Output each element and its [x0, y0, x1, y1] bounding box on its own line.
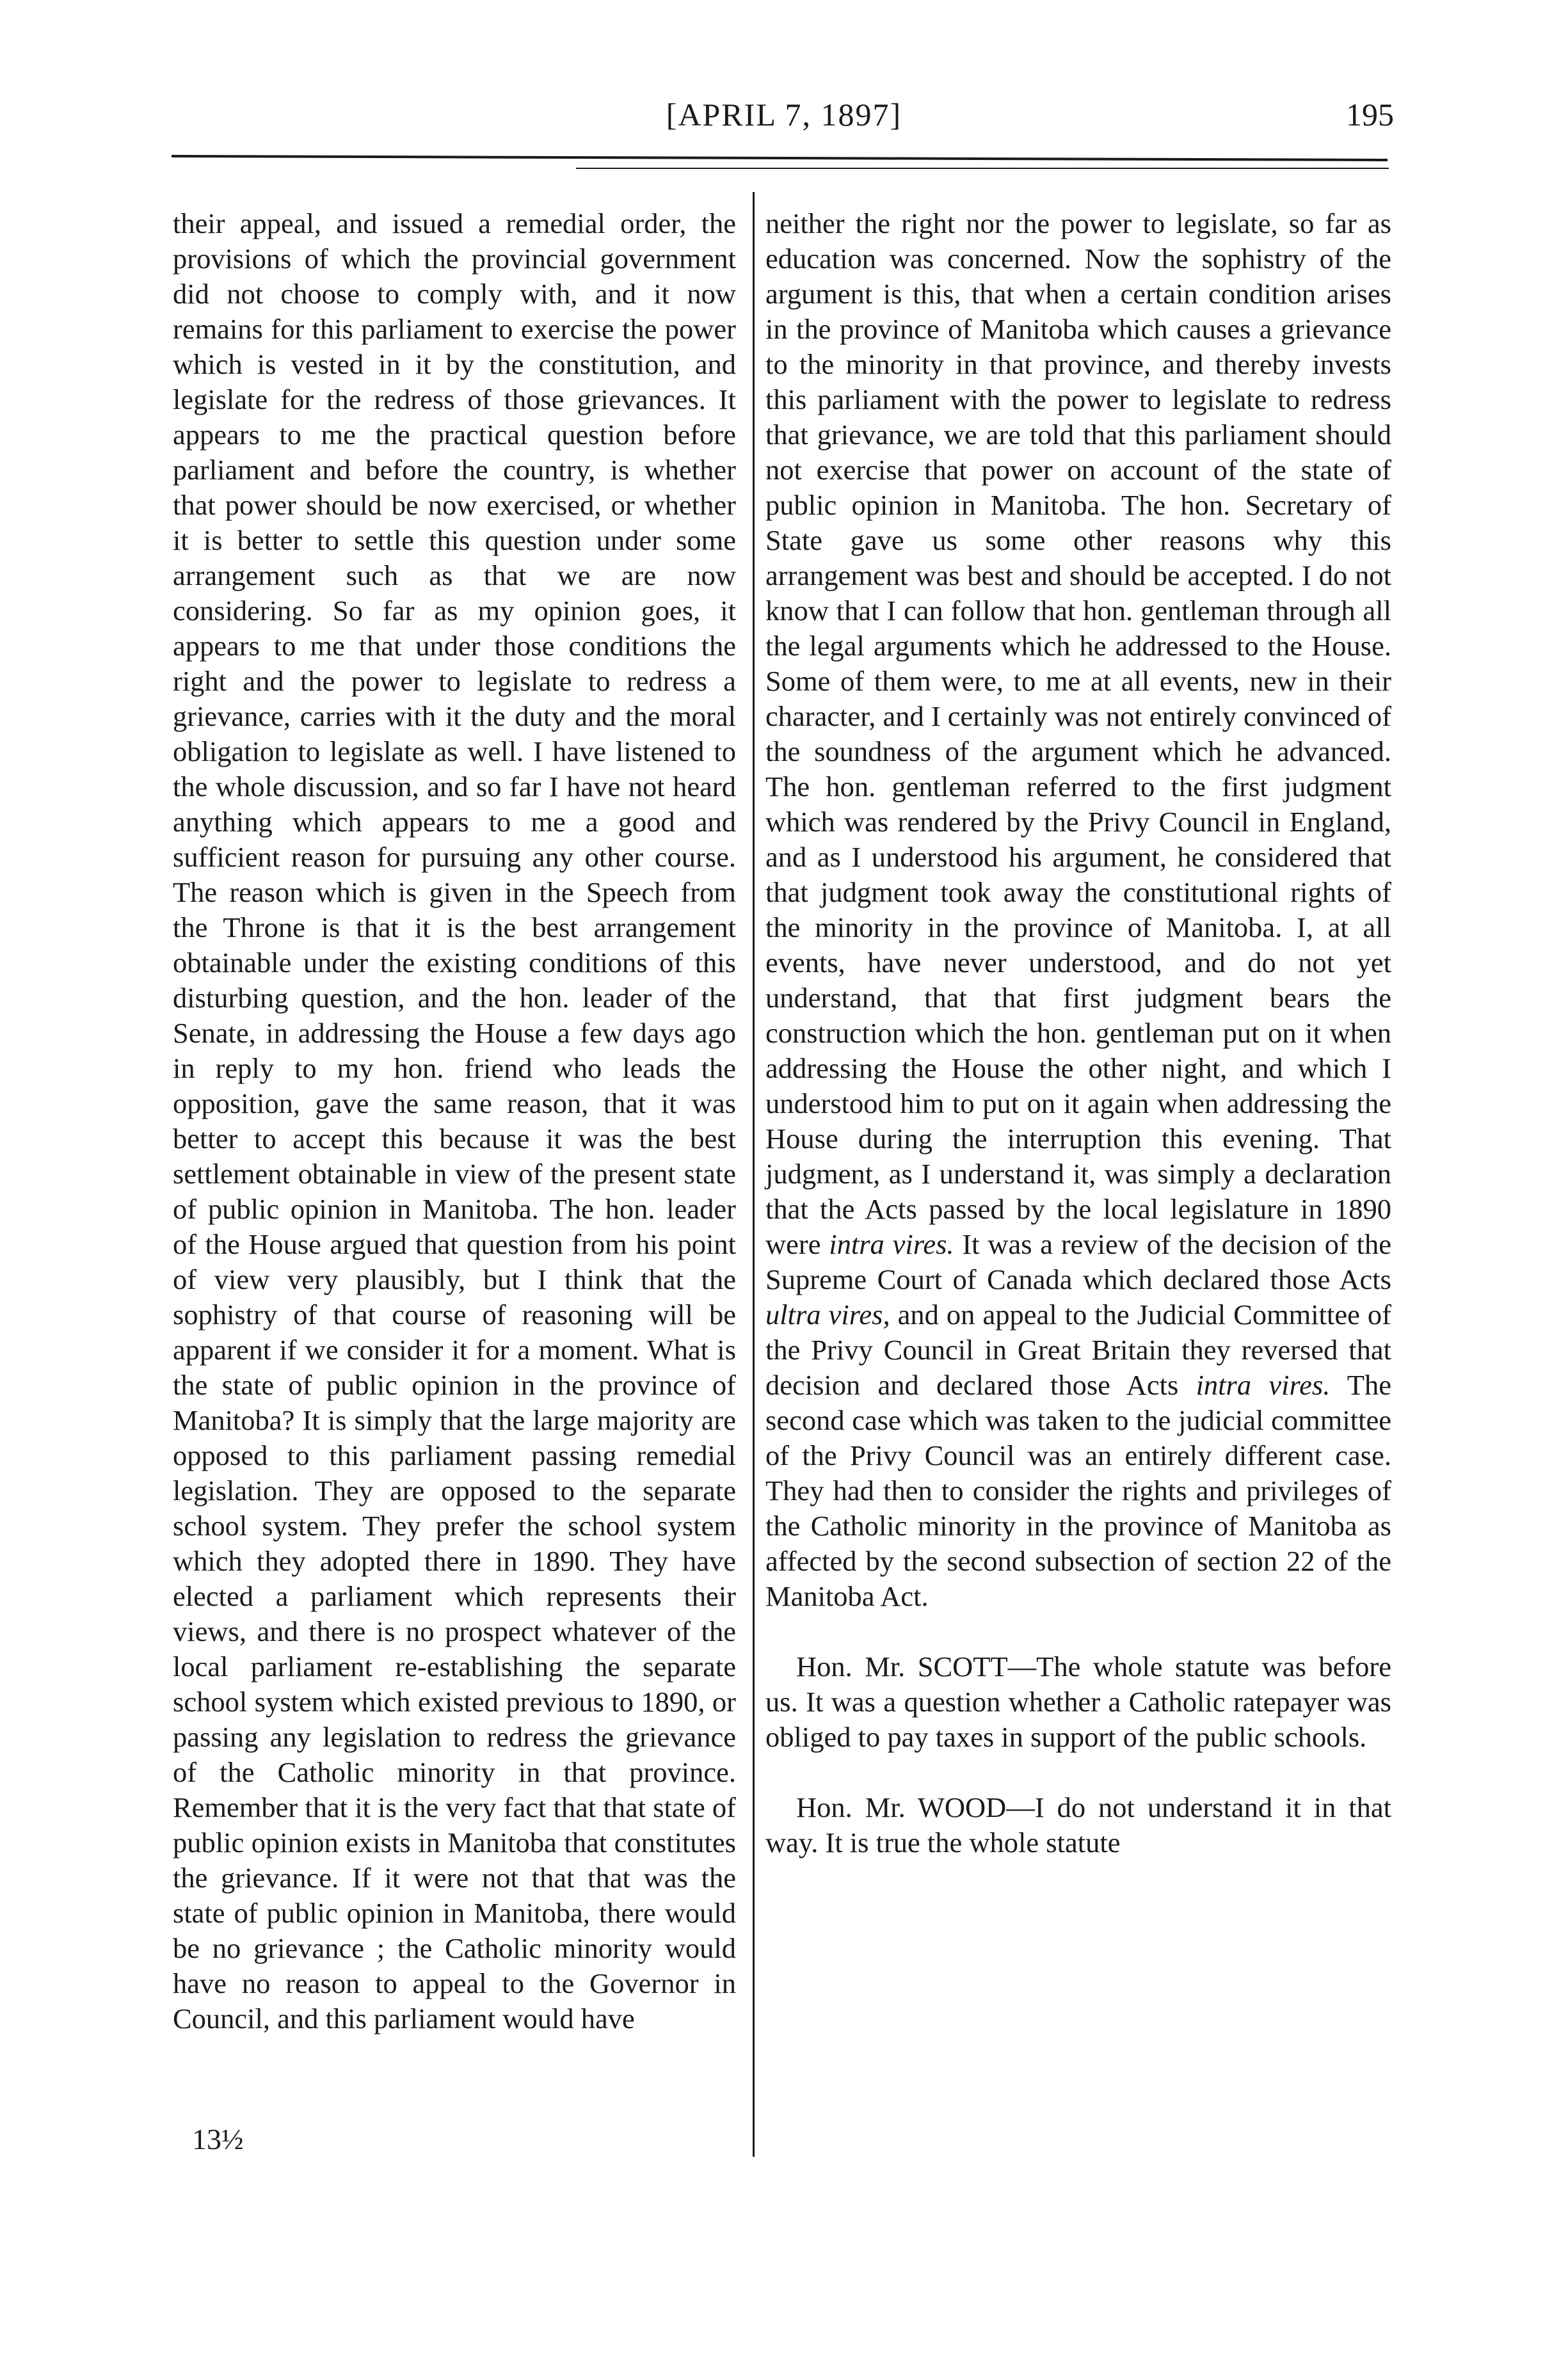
header-rule [172, 155, 1388, 161]
page-number: 195 [1346, 97, 1394, 132]
text-run: neither the right nor the power to legislate, so far as education was concerned. Now the sophistry of the argument is this, that when a certain condition arises in the province of Manitoba which causes a grievance to the minority in that province, and thereby invests this parliament with the power to legislate to redress that grievance, we are told that this parliament should not exercise that power on account of the state of public opinion in Manitoba. The hon. Secretary of State gave us some other reasons why this arrangement was best and should be accepted. I do not know that I can follow that hon. gentleman through all the legal arguments which he addressed to the House. Some of them were, to me at all events, new in their character, and I certainly was not entirely convinced of the soundness of the argument which he advanced. The hon. gentleman referred to the first judgment which was rendered by the Privy Council in England, and as I understood his argument, he considered that that judgment took away the constitutional rights of the minority in the province of Manitoba. I, at all events, have never understood, and do not yet understand, that that first judgment bears the construction which the hon. gentleman put on it when addressing the House the other night, and which I understood him to put on it again when addressing the House during the interruption this evening. That judgment, as I understand it, was simply a declaration that the Acts passed by the local legislature in 1890 were [765, 207, 1392, 1260]
text-run: The second case which was taken to the judicial committee of the Privy Council was an entirely different case. They had then to consider the rights and privileges of the Catholic minority in the province of Manitoba as affected by the second subsection of section 22 of the Manitoba Act. [765, 1369, 1391, 1612]
running-header-date: [APRIL 7, 1897] [666, 97, 902, 132]
column-divider [753, 192, 755, 2157]
italic-term: intra vires. [1196, 1369, 1331, 1401]
italic-term: ultra vires, [765, 1299, 890, 1331]
speaker-wood-paragraph: Hon. Mr. WOOD—I do not understand it in that way. It is true the whole statute [765, 1791, 1391, 1859]
printer-signature-mark: 13½ [192, 2123, 244, 2155]
text-run: and on appeal to the Judicial Committee of the Privy Council in Great Britain they reversed that decision and declared those Acts [765, 1299, 1392, 1401]
right-paragraph-continued [765, 206, 1391, 1614]
italic-term: intra vires. [829, 1228, 954, 1260]
left-paragraph: their appeal, and issued a remedial order, the provisions of which the provincial government did not choose to comply with, and it now remains for this parliament to exercise the power which is vested in it by the constitution, and legislate for the redress of those grievances. It appears to me the practical question before parliament and before the country, is whether that power should be now exercised, or whether it is better to settle this question under some arrangement such as that we are now considering. So far as my opinion goes, it appears to me that under those conditions the right and the power to legislate to redress a grievance, carries with it the duty and the moral obligation to legislate as well. I have listened to the whole discussion, and so far I have not heard anything which appears to me a good and sufficient reason for pursuing any other course. The reason which is given in the Speech from the Throne is that it is the best arrangement obtainable under the existing conditions of this disturbing question, and the hon. leader of the Senate, in addressing the House a few days ago in reply to my hon. friend who leads the opposition, gave the same reason, that it was better to accept this because it was the best settlement obtainable in view of the present state of public opinion in Manitoba. The hon. leader of the House argued that question from his point of view very plausibly, but I think that the sophistry of that course of reasoning will be apparent if we consider it for a moment. What is the state of public opinion in the province of Manitoba? It is simply that the large majority are opposed to this parliament passing remedial legislation. They are opposed to the separate school system. They prefer the school system which they adopted there in 1890. They have elected a parliament which represents their views, and there is no prospect whatever of the local parliament re-establishing the separate school system which existed previous to 1890, or passing any legislation to redress the grievance of the Catholic minority in that province. Remember that it is the very fact that that state of public opinion exists in Manitoba that constitutes the grievance. If it were not that that was the state of public opinion in Manitoba, there would be no grievance ; the Catholic minority would have no reason to appeal to the Governor in Council, and this parliament would have [173, 207, 736, 2035]
text-run: It was a review of the decision of the Supreme Court of Canada which declared those Acts [765, 1228, 1391, 1295]
left-column [173, 206, 736, 2036]
header-rule-thin [576, 168, 1389, 169]
right-column [765, 206, 1391, 1860]
speaker-scott-paragraph: Hon. Mr. SCOTT—The whole statute was before us. It was a question whether a Catholic ratepayer was obliged to pay taxes in support of the public schools. [765, 1651, 1391, 1753]
